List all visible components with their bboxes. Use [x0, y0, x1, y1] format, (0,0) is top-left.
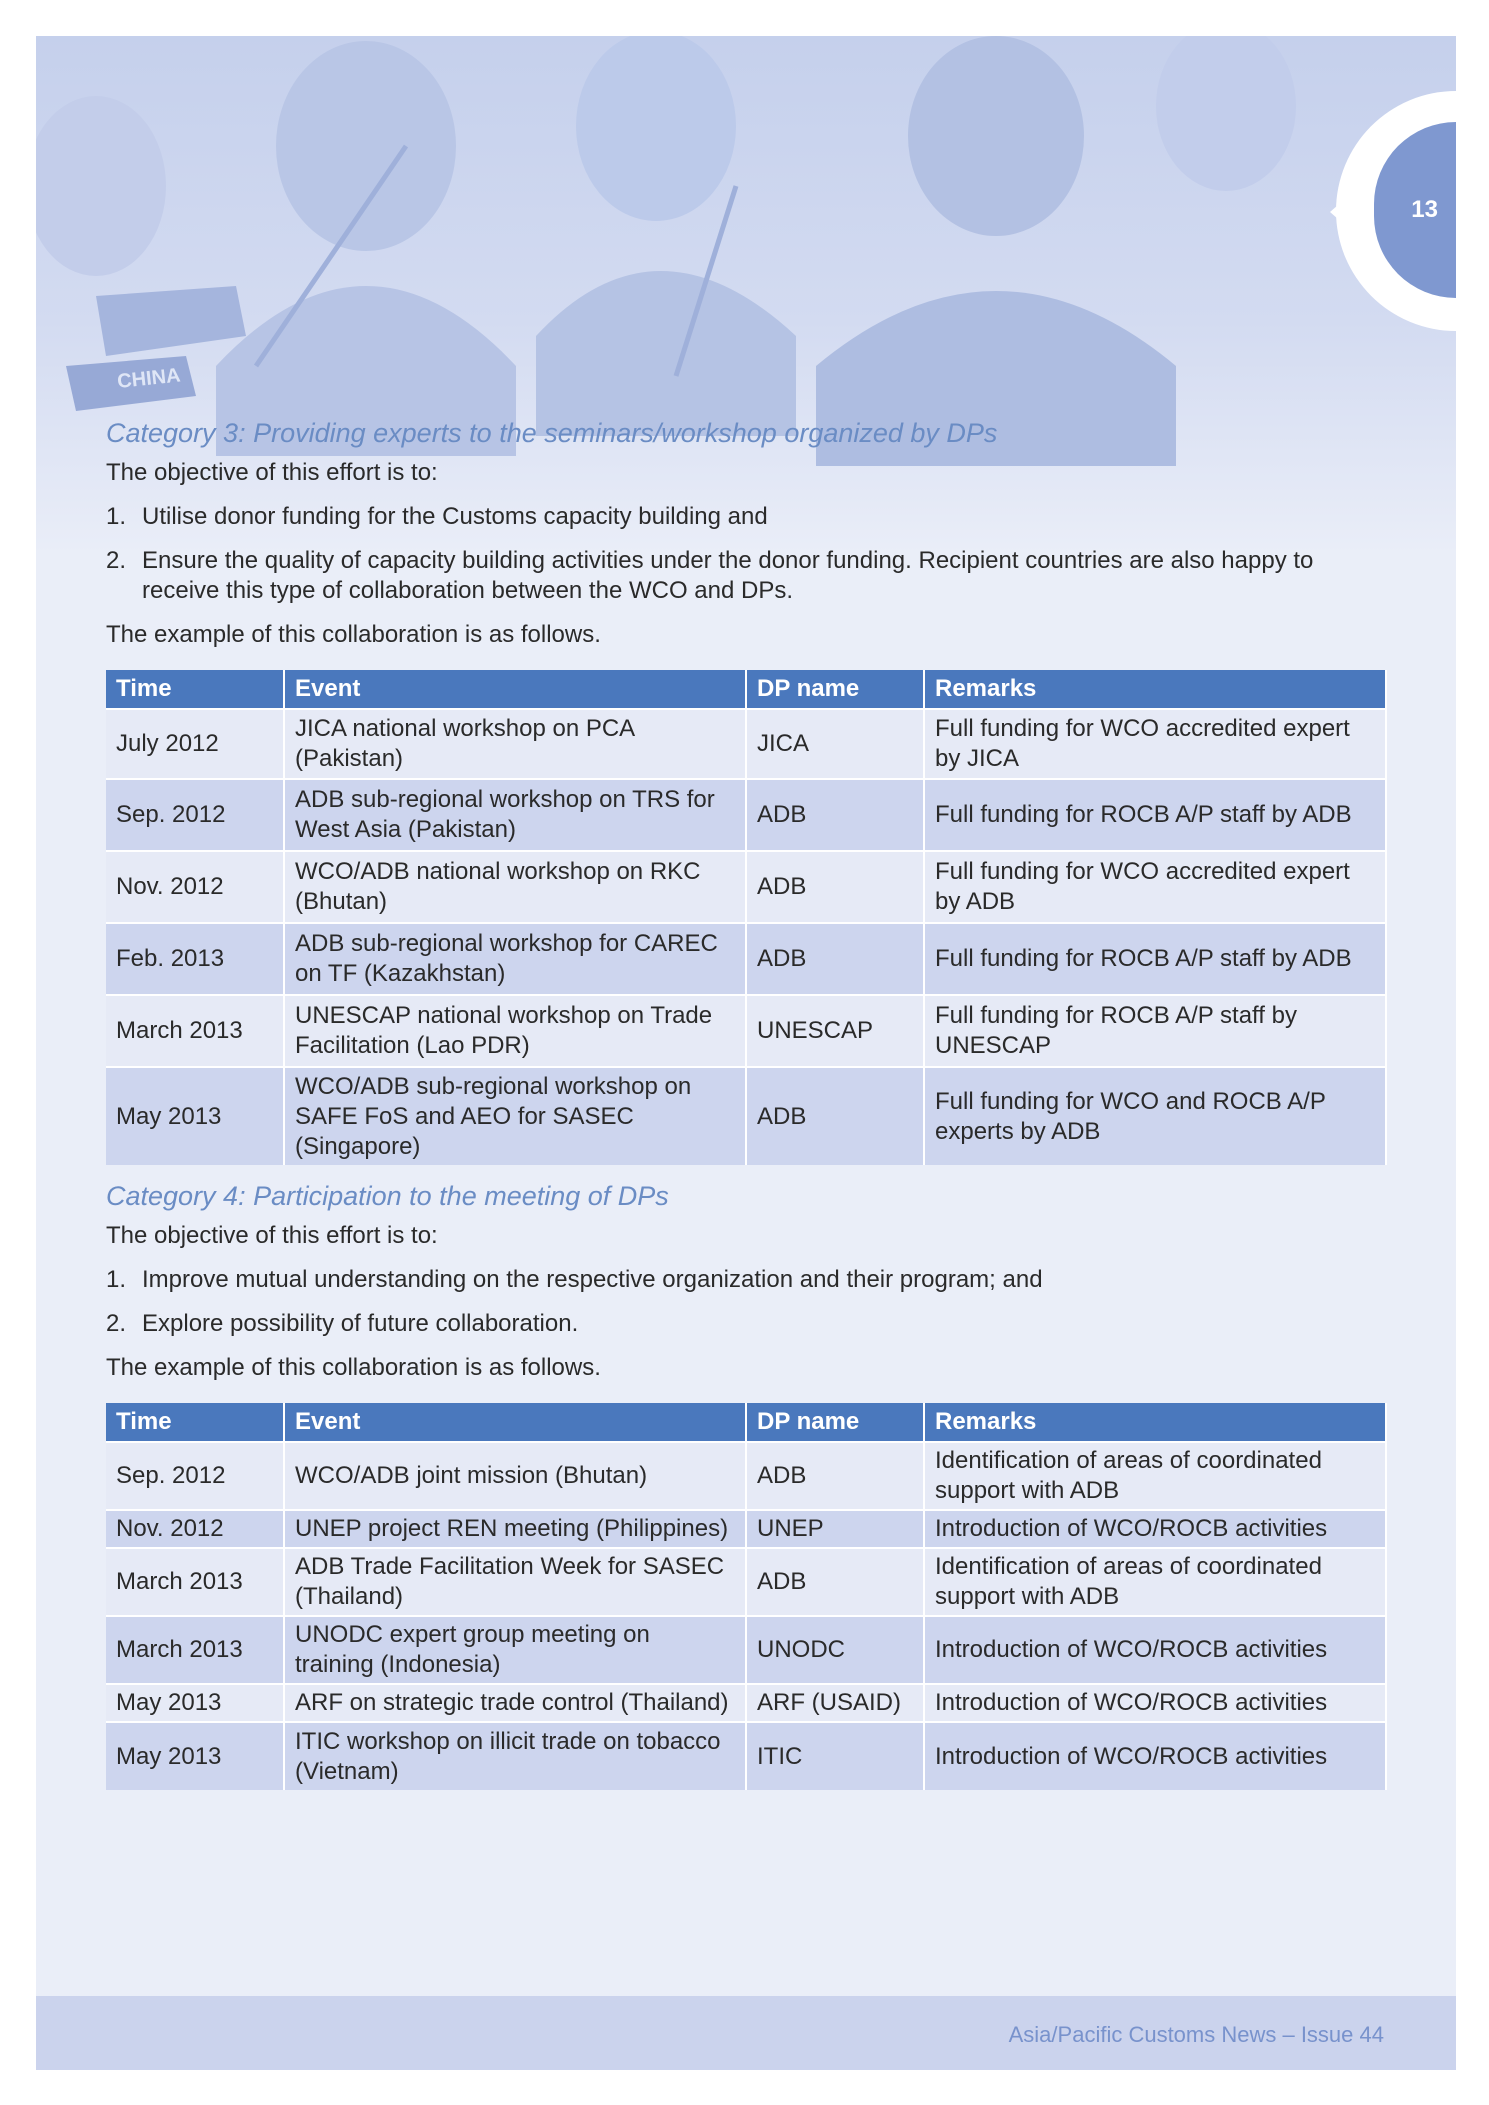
table-cell: JICA national workshop on PCA (Pakistan): [284, 709, 746, 779]
table-row: [106, 923, 1386, 995]
table-row: [106, 1616, 1386, 1684]
list-item-number: 2.: [106, 1310, 127, 1337]
table-cell: JICA: [746, 709, 924, 779]
table-cell: Full funding for WCO accredited expert by JICA: [924, 709, 1386, 779]
section4-heading: Category 4: Participation to the meeting of DPs: [106, 1181, 669, 1211]
list-item: [106, 502, 1386, 532]
table-cell: ARF on strategic trade control (Thailand): [284, 1684, 746, 1722]
table-cell: ADB: [746, 1442, 924, 1510]
table-header-cell: Event: [284, 670, 746, 709]
content: [106, 416, 1386, 1790]
table-row: [106, 1067, 1386, 1165]
list-item-text: Explore possibility of future collaboration.: [142, 1310, 579, 1337]
list-item-number: 2.: [106, 547, 127, 574]
list-item-text: Ensure the quality of capacity building activities under the donor funding. Recipient countries are also happy to receive this type of collaboration between the WCO and DPs.: [142, 547, 1314, 604]
table-row: [106, 1684, 1386, 1722]
table-cell: ADB sub-regional workshop for CAREC on TF (Kazakhstan): [284, 923, 746, 995]
footer: [36, 1996, 1456, 2070]
table-cell: ADB Trade Facilitation Week for SASEC (Thailand): [284, 1548, 746, 1616]
table-cell: Full funding for WCO accredited expert by ADB: [924, 851, 1386, 923]
table-cell: ITIC: [746, 1722, 924, 1790]
table-cell: WCO/ADB sub-regional workshop on SAFE FoS and AEO for SASEC (Singapore): [284, 1067, 746, 1165]
table-header-cell: Time: [106, 1403, 284, 1442]
table-cell: March 2013: [106, 1616, 284, 1684]
table-cell: WCO/ADB national workshop on RKC (Bhutan): [284, 851, 746, 923]
section3-table: [106, 670, 1387, 1165]
table-cell: Nov. 2012: [106, 1510, 284, 1548]
section4-table: [106, 1403, 1387, 1790]
photo-nameplate-text: CHINA: [116, 364, 182, 393]
page-number: 13: [1411, 196, 1438, 223]
table-cell: UNESCAP national workshop on Trade Facilitation (Lao PDR): [284, 995, 746, 1067]
table-cell: Identification of areas of coordinated support with ADB: [924, 1548, 1386, 1616]
table-header-row: [106, 1403, 1386, 1442]
list-item: [106, 546, 1386, 606]
table-row: [106, 995, 1386, 1067]
section3-list: [106, 502, 1386, 606]
table-row: [106, 1722, 1386, 1790]
table-cell: Introduction of WCO/ROCB activities: [924, 1722, 1386, 1790]
list-item-number: 1.: [106, 503, 127, 530]
table-header-cell: Remarks: [924, 670, 1386, 709]
table-cell: UNEP: [746, 1510, 924, 1548]
section3-heading: Category 3: Providing experts to the seminars/workshop organized by DPs: [106, 418, 998, 448]
page: [36, 36, 1456, 2070]
section3-intro: The objective of this effort is to:: [106, 459, 438, 486]
table-row: [106, 1442, 1386, 1510]
list-item-number: 1.: [106, 1266, 127, 1293]
table-cell: Introduction of WCO/ROCB activities: [924, 1616, 1386, 1684]
table-header-cell: Remarks: [924, 1403, 1386, 1442]
table-cell: Identification of areas of coordinated support with ADB: [924, 1442, 1386, 1510]
table-row: [106, 1548, 1386, 1616]
table-cell: UNESCAP: [746, 995, 924, 1067]
section4-example: The example of this collaboration is as follows.: [106, 1354, 601, 1381]
table-header-row: [106, 670, 1386, 709]
list-item: [106, 1265, 1386, 1295]
table-cell: Full funding for WCO and ROCB A/P experts by ADB: [924, 1067, 1386, 1165]
table-cell: ADB: [746, 923, 924, 995]
table-cell: ADB: [746, 1067, 924, 1165]
table-cell: Sep. 2012: [106, 1442, 284, 1510]
table-cell: May 2013: [106, 1067, 284, 1165]
table-cell: May 2013: [106, 1722, 284, 1790]
table-cell: UNODC: [746, 1616, 924, 1684]
table-header-cell: Event: [284, 1403, 746, 1442]
footer-publication-title: Asia/Pacific Customs News – Issue 44: [1008, 2022, 1384, 2047]
table-cell: ADB: [746, 779, 924, 851]
table-cell: ARF (USAID): [746, 1684, 924, 1722]
table-cell: Introduction of WCO/ROCB activities: [924, 1684, 1386, 1722]
table-header-cell: DP name: [746, 1403, 924, 1442]
list-item: [106, 1309, 1386, 1339]
list-item-text: Utilise donor funding for the Customs capacity building and: [142, 503, 768, 530]
list-item-text: Improve mutual understanding on the respective organization and their program; and: [142, 1266, 1043, 1293]
table-cell: ADB: [746, 1548, 924, 1616]
table-row: [106, 779, 1386, 851]
table-cell: March 2013: [106, 995, 284, 1067]
table-cell: July 2012: [106, 709, 284, 779]
table-cell: Feb. 2013: [106, 923, 284, 995]
section4-list: [106, 1265, 1386, 1339]
table-cell: ADB: [746, 851, 924, 923]
table-cell: Nov. 2012: [106, 851, 284, 923]
table-cell: UNODC expert group meeting on training (Indonesia): [284, 1616, 746, 1684]
section4-intro: The objective of this effort is to:: [106, 1222, 438, 1249]
table-row: [106, 1510, 1386, 1548]
table-cell: March 2013: [106, 1548, 284, 1616]
table-cell: Sep. 2012: [106, 779, 284, 851]
table-row: [106, 709, 1386, 779]
page-tab-notch: [1330, 198, 1346, 226]
table-cell: ITIC workshop on illicit trade on tobacco (Vietnam): [284, 1722, 746, 1790]
table-header-cell: DP name: [746, 670, 924, 709]
table-cell: May 2013: [106, 1684, 284, 1722]
table-cell: Full funding for ROCB A/P staff by ADB: [924, 779, 1386, 851]
table-header-cell: Time: [106, 670, 284, 709]
table-cell: UNEP project REN meeting (Philippines): [284, 1510, 746, 1548]
table-cell: WCO/ADB joint mission (Bhutan): [284, 1442, 746, 1510]
table-row: [106, 851, 1386, 923]
table-cell: Full funding for ROCB A/P staff by UNESCAP: [924, 995, 1386, 1067]
section3-example: The example of this collaboration is as follows.: [106, 621, 601, 648]
table-cell: Introduction of WCO/ROCB activities: [924, 1510, 1386, 1548]
table-cell: Full funding for ROCB A/P staff by ADB: [924, 923, 1386, 995]
table-cell: ADB sub-regional workshop on TRS for West Asia (Pakistan): [284, 779, 746, 851]
